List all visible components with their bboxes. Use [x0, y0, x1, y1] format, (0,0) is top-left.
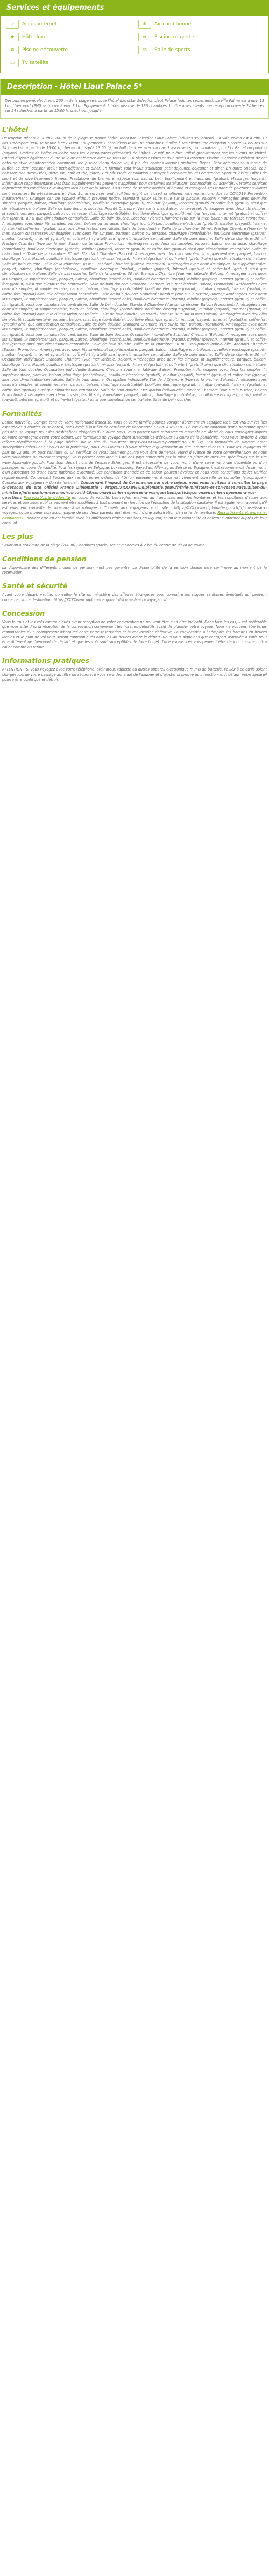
services-grid [4, 19, 265, 68]
infos-text: ATTENTION : Si vous voyagez avec votre téléphone, ordinateur, tablette ou autres appareil électronique munis de batterie, veillez à ce qu'ils soient chargés lors de votre passage au filtre de sécurité. Il vous sera demandé de l'allumer et d'ajuster la preuve qu'il fonctionne. À défaut, votre appareil pourra être confisqué et détruit. [2, 667, 267, 682]
infos-title: Informations pratiques [2, 657, 90, 665]
services-header: Services et équipements [0, 0, 269, 16]
formalites-text-before: Bonne nouvelle : Compte tenu de votre nationalité française, vous et votre famille pouvez voyager librement en Espagne (ceci est vrai sur les îles espagnoles (Canaries et Baléares), sans avoir à justifier de certificat de vaccination Covid. À NOTER - En cas d'une mutation d'une personne ayant pris déjà un voyage pour des destinations éloignées d'un autre pays, vous pouvez vous retrouver en quarantaine. Merci de vous renseigner auprès de votre compagnie avant votre départ. Les formalités de voyage étant susceptibles d'évoluer au cours de la pandémie, nous vous invitons à vous référer régulièrement à la page dédiée sur le site du ministère: https://XXXXwww.diplomatie.gouv.fr (Fr). Les formalités de voyage étant susceptibles d'évoluer au cours de la pandémie, nous vous invitons à vous référer régulièrement au site Internet ci-dessus. Pour les voyageurs de plus de 12 ans, un pass sanitaire ou un certificat de rétablissement pourra vous être demandé. Merci d'avance de votre compréhension, et nous vous souhaitons un excellent voyage. Vous pouvez consulter la liste des pays concernés par la mise en place de mesures spécifiques sur le site www.diplomatie.gouv.fr. Pour tout départ hors de l'espace Schengen, il est nécessaire de vous munir d'une carte nationale d'identité ou d'un passeport en cours de validité. Pour les séjours en Belgique, Luxembourg, Pays-Bas, Allemagne, Suisse ou Espagne, il est recommandé de se munir d'un passeport ou d'une carte nationale d'identité. Les conditions d'entrée et de séjour peuvent évoluer et nous vous conseillons de les vérifier régulièrement. Concernant l'accès aux territoires en dehors de l'Union européenne, il vous est vivement conseillé de consulter la rubrique « Conseils aux voyageurs » du site Internet : [2, 420, 267, 485]
page [0, 0, 269, 682]
services-panel [0, 16, 269, 73]
service-item [4, 19, 133, 30]
concession-text: Vous fournis et les vols communiqués avant réception de votre convocation ne peuvent être qu'à titre indicatif. Dans tous les cas, il est préférable que vous attendiez la réception de la convocation comprenant les horaires définitifs avant de planifier votre voyage. Nous ne pouvons être tenus responsables d'un changement d'horaires entre votre réservation et la convocation définitive. La convocation à l'aéroport, les horaires en heures locales et le plan de vol vous seront communiqués dans les 48 heures avant le départ. Nous vous signalons que l'aéroport d'arrivée à Paris peut être différent de l'aéroport de départ et que les vols sont susceptibles de faire l'objet d'une escale. Les vols peuvent être de jour comme nuit à l'aller comme au retour. [2, 620, 267, 650]
description-text: Description générale: À env. 200 m de la plage se trouve l'hôtel Iberostar Selection Liaut Palace (adultes seulement). La ville Palma est à env. 13 km. L'aéroport (PMI) se trouve à env. 8 km. Équipement: L'hôtel dispose de 186 chambres. Il offre à ses clients une réception ouverte 24 heures sur 24 (check-in à partir de 15:00 h, check-out jusqu'à ... [5, 98, 264, 114]
passport-link[interactable]: Passeport/carte d'identité [23, 496, 70, 500]
plus-title: Les plus [2, 532, 33, 541]
formalites-title: Formalités [2, 409, 43, 418]
indoor-pool-icon: ≈ [138, 33, 151, 41]
outdoor-pool-icon: ≋ [6, 46, 19, 54]
service-item [4, 58, 133, 68]
pension-text: La disponibilité des différents modes de pension n'est pas garantie. La disponibilité de la pension choisie sera confirmée au moment de la réservation. [2, 565, 267, 575]
service-item [4, 32, 133, 43]
service-label: Piscine couverte [154, 34, 194, 40]
luxury-hotel-icon: ★ [6, 33, 19, 41]
sante-title: Santé et sécurité [2, 582, 68, 590]
pension-title: Conditions de pension [2, 554, 87, 563]
formalites-text [2, 420, 267, 526]
formalites-text-after: en cours de validité. Les règles relatives au franchissement des frontières et les conditions d'accès aux services et aux lieux publics peuvent être modifiées à tout moment en fonction de l'évolution de la situation sanitaire. Il est également rappelé qu'il est vivement conseillé de souscrire à la rubrique « Conseils aux voyageurs » du site : https://XXXXwww.diplomatie.gouv.fr/fr/conseils-aux-voyageurs/. Le mineur non accompagné de ses deux parents doit être muni d'une autorisation de sortie de territoire. [2, 496, 267, 516]
service-item [136, 32, 265, 43]
service-label: Hôtel luxe [22, 34, 47, 40]
sante-text: Avant votre départ, veuillez consulter le site du ministère des affaires étrangères pour connaître les risques sanitaires éventuels qui peuvent concerner votre destination: https://XXXXwww.diplomatie.gouv.fr/fr/conseils-aux-voyageurs/ [2, 592, 267, 602]
service-item [136, 19, 265, 30]
service-label: Air conditionné [154, 22, 192, 27]
hotel-text: Description générale: À env. 200 m de la plage se trouve l'hôtel Iberostar Selection Liaut Palace (adultes seulement). La ville Palma est à env. 13 km. L'aéroport (PMI) se trouve à env. 8 km. Équipement: L'hôtel dispose de 186 chambres. Il offre à ses clients une réception ouverte 24 heures sur 24 (check-in à partir de 15:00 h, check-out jusqu'à 13:00 h), un hall d'entrée avec un bar, 3 ascenseurs, un climatiseur, un Sky Bar et un parking (payant). Profitez de l'offre culinaire dans les 2 restaurants (climatisé) de l'hôtel. Le wifi peut être utilisé gratuitement par les clients de l'hôtel. L'hôtel dispose également d'une salle de conférence avec un total de 110 places assises et d'un accès à Internet. Piscine: L'espace extérieur de cet hôtel de style méditerranéen comprend une piscine d'eau douce. Ici, il y a des chaises longues gratuites. Repas: Petit déjeuner sous forme de buffet. Le demi-pension inclut petit-déjeuner et dîner. En formule tout inclus s'ajoutent petit-déjeuner, déjeuner et dîner. En outre Snacks, eau, boissons non-alcoolisées, bière, vin, café et thé, glaceux et pâtisserie et collation et moyet à certaines heures de service. Sport et loisirs: Offres de sport et de divertissement: fitness. Prestations de bien-être: espace spa, sauna, bain bouillonnant et hammam (gratuit). Massages (payant). Information supplémentaire: Des frais supplémentaires peuvent s'appliquer pour certaines installations, commodités ou activités. Certains services dépendent des conditions climatiques locales et de la saison. La gamme de service anglais, allemand et espagnol. Les rendez de paiement suivants sont acceptés: Euro/Mastercard et Visa. Some services and facilities might be closed or offered with restrictions due to COVID19 Prevention measurement. Changes can be applied without previous notice. Standard Junior Suite (Vue sur la piscine, Balcon): Aménagées avec deux lits simples, parquet, balcon, chauffage (contrôlable), bouilloire électrique (gratuit), minibar (payant), Internet (gratuit) et coffre-fort (gratuit) ainsi que climatisation centralisée. Salle de bain douche. Location Priorité Chambre (Vue sur la mer, Balcon ou terrasse): Aménagées avec deux lits simples, lit supplémentaire, parquet, balcon ou terrasse, chauffage (contrôlable), bouilloire électrique (gratuit), minibar (payant), Internet (gratuit) et coffre-fort (gratuit) ainsi que climatisation centralisée. Salle de bain douche. Location Priorité Chambre (Vue sur la mer, balcon ou terrasse Promotion): Aménagées avec deux lits simples, parquet, balcon ou terrasse, chauffage (contrôlable), bouilloire électrique (gratuit), minibar (payant), Internet (gratuit) et coffre-fort (gratuit) ainsi que climatisation centralisée. Salle de bain douche. Taille de la chambre: 30 m². Prestige Chambre (Vue sur la mer, Balcon ou terrasse): Aménagées avec deux lits simples, parquet, balcon ou terrasse, chauffage (contrôlable), bouilloire électrique (gratuit), minibar (payant), Internet (gratuit) et coffre-fort (gratuit) ainsi que climatisation centralisée. Salle de bain douche. Taille de la chambre: 30 m². Prestige Chambre (Vue sur la mer, Balcon ou terrasse Promotion): Aménagées avec deux lits simples, parquet, balcon ou terrasse, chauffage (contrôlable), bouilloire électrique (gratuit), minibar (payant), Internet (gratuit) et coffre-fort (gratuit) ainsi que climatisation centralisée. Salle de bain douche. Taille de la chambre: 30 m². Standard Chambre (Balcon): Aménagées avec deux lits simples, lit supplémentaire, parquet, balcon, chauffage (contrôlable), bouilloire électrique (gratuit), minibar (payant), Internet (gratuit) et coffre-fort (gratuit) ainsi que climatisation centralisée. Salle de bain douche. Taille de la chambre: 30 m². Standard Chambre (Balcon Promotion): Aménagées avec deux lits simples, lit supplémentaire, parquet, balcon, chauffage (contrôlable), bouilloire électrique (gratuit), minibar (payant), Internet (gratuit) et coffre-fort (gratuit) ainsi que climatisation centralisée. Salle de bain douche. Taille de la chambre: 30 m². Standard Chambre (Vue mer latérale, Balcon): Aménagées avec deux lits simples, lit supplémentaire, parquet, balcon, chauffage (contrôlable), bouilloire électrique (gratuit), minibar (payant), Internet (gratuit) et coffre-fort (gratuit) ainsi que climatisation centralisée. Salle de bain douche. Standard Chambre (Vue mer latérale, Balcon, Promotion): Aménagées avec deux lits simples, lit supplémentaire, parquet, balcon, chauffage (contrôlable), bouilloire électrique (gratuit), minibar (payant), Internet (gratuit) et coffre-fort (gratuit) ainsi que climatisation centralisée. Salle de bain douche. Standard Chambre (Vue sur la piscine, Balcon): Aménagées avec deux lits simples, lit supplémentaire, parquet, balcon, chauffage (contrôlable), bouilloire électrique (gratuit), minibar (payant), Internet (gratuit) et coffre-fort (gratuit) ainsi que climatisation centralisée. Salle de bain douche. Standard Chambre (Vue sur la piscine, Balcon Promotion): Aménagées avec deux lits simples, lit supplémentaire, parquet, balcon, chauffage (contrôlable), bouilloire électrique (gratuit), minibar (payant), Internet (gratuit) et coffre-fort (gratuit) ainsi que climatisation centralisée. Salle de bain douche. Standard Chambre (Vue sur la mer, Balcon): Aménagées avec deux lits simples, lit supplémentaire, parquet, balcon, chauffage (contrôlable), bouilloire électrique (gratuit), minibar (payant), Internet (gratuit) et coffre-fort (gratuit) ainsi que climatisation centralisée. Salle de bain douche. Standard Chambre (Vue sur la mer, Balcon, Promotion): Aménagées avec deux lits simples, lit supplémentaire, parquet, balcon, chauffage (contrôlable), bouilloire électrique (gratuit), minibar (payant), Internet (gratuit) et coffre-fort (gratuit) ainsi que climatisation centralisée. Salle de bain douche. Occupation individuelle Standard Chambre (Balcon): Aménagées avec deux lits simples, lit supplémentaire, parquet, balcon, chauffage (contrôlable), bouilloire électrique (gratuit), minibar (payant), Internet (gratuit) et coffre-fort (gratuit) ainsi que climatisation centralisée. Salle de bain douche. Taille de la chambre: 30 m². Occupation individuelle Standard Chambre (Balcon, Promotion): Aménagées avec deux lits simples, lit supplémentaire, parquet, balcon, chauffage (contrôlable), bouilloire électrique (gratuit), minibar (payant), Internet (gratuit) et coffre-fort (gratuit) ainsi que climatisation centralisée. Salle de bain douche. Taille de la chambre: 30 m². Occupation individuelle Standard Chambre (Vue mer latérale, Balcon): Aménagées avec deux lits simples, lit supplémentaire, parquet, balcon, chauffage (contrôlable), bouilloire électrique (gratuit), minibar (payant), Internet (gratuit) et coffre-fort (gratuit) ainsi que climatisation centralisée. Salle de bain douche. Occupation individuelle Standard Chambre (Vue mer latérale, Balcon, Promotion): Aménagées avec deux lits simples, lit supplémentaire, parquet, balcon, chauffage (contrôlable), bouilloire électrique (gratuit), minibar (payant), Internet (gratuit) et coffre-fort (gratuit) ainsi que climatisation centralisée. Salle de bain douche. Occupation individuelle Standard Chambre (Vue sur la piscine, Balcon): Aménagées avec deux lits simples, lit supplémentaire, parquet, balcon, chauffage (contrôlable), bouilloire électrique (gratuit), minibar (payant), Internet (gratuit) et coffre-fort (gratuit) ainsi que climatisation centralisée. Salle de bain douche. Occupation individuelle Standard Chambre (Vue sur la piscine, Balcon Promotion): Aménagées avec deux lits simples, lit supplémentaire, parquet, balcon, chauffage (contrôlable), bouilloire électrique (gratuit), minibar (payant), Internet (gratuit) et coffre-fort (gratuit) ainsi que climatisation centralisée. Salle de bain douche. [2, 136, 267, 403]
gym-icon: ⚖ [138, 46, 151, 54]
service-label: Accès internet [22, 22, 57, 27]
service-item [4, 45, 133, 55]
air-conditioning-icon: ❄ [138, 20, 151, 29]
foreign-nationals-link[interactable]: Ressortissants étrangers et binationaux [2, 511, 267, 520]
description-panel [0, 79, 269, 119]
satellite-tv-icon: ▭ [6, 59, 19, 67]
wifi-icon: ⌔ [6, 20, 19, 29]
service-label: Tv satellite [22, 60, 49, 66]
formalites-text-end: : doivent être en conformité avec les différentes réglementations en vigueur, selon leur nationalité et doivent s'informer auprès de leur consulat. [2, 516, 267, 525]
formalites-covid-notice: Concernant l'impact du Coronavirus sur votre séjour, nous vous invitons à consulter la page ci-dessous du site officiel France Diplomatie : https://XXXXwww.diplomatie.gouv.fr/fr/le-ministere-et-son-reseau/actualites-du-ministere/informations-coronavirus-covid-19/coronavirus-les-reponses-a-vos-questions/article/coronavirus-les-reponses-a-vos-questions [2, 481, 267, 500]
concession-title: Concession [2, 609, 45, 618]
service-item [136, 45, 265, 55]
service-label: Piscine découverte [22, 47, 68, 53]
hotel-title: L'hôtel [2, 125, 29, 133]
service-label: Salle de sports [154, 47, 190, 53]
plus-text: Situation à proximité de la plage (200 m) Chambres spacieuses et modernes À 2 km du centre de Playa de Palma [2, 543, 205, 548]
description-header: Description - Hôtel Liaut Palace 5* [1, 79, 269, 95]
